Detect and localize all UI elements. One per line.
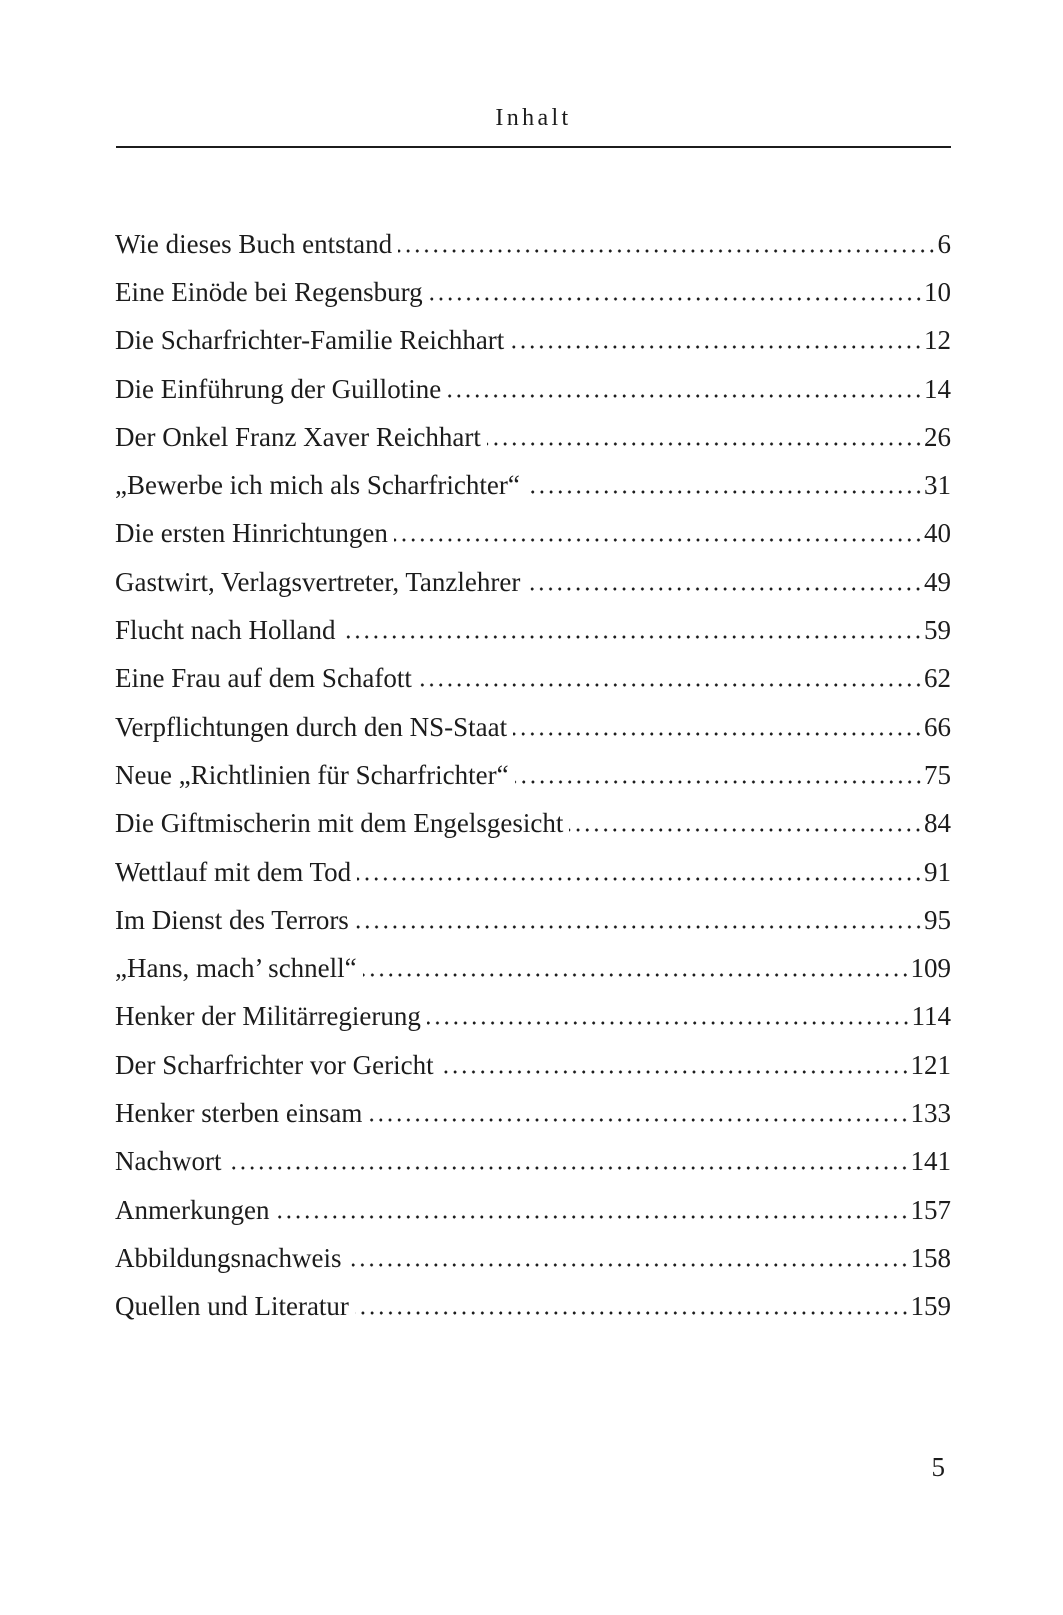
toc-entry-title: Eine Einöde bei Regensburg: [115, 276, 423, 307]
toc-entry-page: 84: [924, 808, 951, 839]
toc-entry-title: Die Einführung der Guillotine: [115, 373, 442, 404]
toc-entry: [115, 606, 951, 654]
toc-entry-title: Abbildungsnachweis: [115, 1242, 342, 1273]
toc-entry-title: Im Dienst des Terrors: [115, 904, 349, 935]
toc-entry-title: Nachwort: [115, 1146, 222, 1177]
toc-entry-page: 12: [924, 325, 951, 356]
dot-leader: [429, 279, 923, 306]
toc-entry-page: 31: [924, 470, 951, 501]
toc-entry: [115, 413, 951, 461]
toc-entry-page: 157: [910, 1194, 951, 1225]
toc-entry: [115, 1283, 951, 1331]
toc-entry-title: Die ersten Hinrichtungen: [115, 518, 388, 549]
dot-leader: [341, 617, 923, 644]
toc-entry: [115, 800, 951, 848]
dot-leader: [418, 665, 923, 692]
dot-leader: [357, 859, 923, 886]
toc-entry-title: Henker der Militärregierung: [115, 1001, 421, 1032]
toc-entry-page: 26: [924, 421, 951, 452]
toc-entry: [115, 510, 951, 558]
toc-entry-title: Der Scharfrichter vor Gericht: [115, 1049, 434, 1080]
toc-entry-title: Eine Frau auf dem Schafott: [115, 663, 412, 694]
toc-entry: [115, 1138, 951, 1186]
dot-leader: [368, 1100, 909, 1127]
page-number: 5: [931, 1452, 945, 1482]
toc-entry: [115, 848, 951, 896]
dot-leader: [227, 1148, 909, 1175]
toc-entry-title: Wie dieses Buch entstand: [115, 228, 393, 259]
toc-entry: [115, 1041, 951, 1089]
toc-entry-page: 59: [924, 615, 951, 646]
toc-entry: [115, 558, 951, 606]
dot-leader: [394, 520, 923, 547]
dot-leader: [355, 907, 923, 934]
toc-entry-title: Der Onkel Franz Xaver Reichhart: [115, 421, 481, 452]
toc-entry-page: 95: [924, 904, 951, 935]
toc-entry-page: 109: [910, 953, 951, 984]
toc-entry-title: „Hans, mach’ schnell“: [115, 953, 357, 984]
page-title: Inhalt: [495, 105, 572, 131]
toc-entry: [115, 655, 951, 703]
toc-entry-page: 40: [924, 518, 951, 549]
toc-list: [115, 220, 951, 1331]
toc-entry-page: 121: [910, 1049, 951, 1080]
toc-entry: [115, 1186, 951, 1234]
toc-entry-title: Anmerkungen: [115, 1194, 270, 1225]
toc-entry-title: Wettlauf mit dem Tod: [115, 856, 352, 887]
toc-entry: [115, 993, 951, 1041]
dot-leader: [398, 231, 936, 258]
dot-leader: [363, 955, 910, 982]
toc-entry-page: 158: [910, 1242, 951, 1273]
dot-leader: [275, 1197, 909, 1224]
toc-entry-title: Die Giftmischerin mit dem Engelsgesicht: [115, 808, 564, 839]
toc-entry-page: 66: [924, 711, 951, 742]
toc-entry-page: 62: [924, 663, 951, 694]
toc-entry-page: 141: [910, 1146, 951, 1177]
toc-entry-page: 49: [924, 566, 951, 597]
toc-entry: [115, 461, 951, 509]
toc-entry-title: Neue „Richtlinien für Scharfrichter“: [115, 759, 509, 790]
toc-entry: [115, 365, 951, 413]
page-header: [116, 104, 951, 148]
dot-leader: [355, 1293, 910, 1320]
toc-entry-title: Quellen und Literatur: [115, 1291, 349, 1322]
dot-leader: [487, 424, 923, 451]
toc-entry-page: 133: [910, 1097, 951, 1128]
toc-entry-title: Henker sterben einsam: [115, 1097, 363, 1128]
toc-entry: [115, 317, 951, 365]
toc-entry-page: 10: [924, 276, 951, 307]
toc-entry-page: 75: [924, 759, 951, 790]
toc-entry-title: Flucht nach Holland: [115, 615, 336, 646]
toc-entry-title: „Bewerbe ich mich als Scharfrichter“: [115, 470, 520, 501]
toc-entry-title: Verpflichtungen durch den NS-Staat: [115, 711, 508, 742]
dot-leader: [513, 714, 923, 741]
dot-leader: [440, 1052, 910, 1079]
toc-entry-page: 114: [911, 1001, 951, 1032]
dot-leader: [510, 327, 923, 354]
dot-leader: [347, 1245, 909, 1272]
dot-leader: [569, 810, 923, 837]
toc-entry: [115, 896, 951, 944]
toc-entry-page: 91: [924, 856, 951, 887]
toc-entry: [115, 703, 951, 751]
toc-entry: [115, 1089, 951, 1137]
toc-entry-page: 14: [924, 373, 951, 404]
toc-entry: [115, 220, 951, 268]
toc-entry-page: 159: [910, 1291, 951, 1322]
toc-entry: [115, 751, 951, 799]
dot-leader: [447, 376, 923, 403]
toc-entry: [115, 268, 951, 316]
toc-entry-title: Die Scharfrichter-Familie Reichhart: [115, 325, 505, 356]
toc-entry: [115, 1234, 951, 1282]
toc-entry-page: 6: [937, 228, 951, 259]
header-rule: [116, 146, 951, 148]
dot-leader: [526, 569, 923, 596]
toc-entry-title: Gastwirt, Verlagsvertreter, Tanzlehrer: [115, 566, 521, 597]
dot-leader: [526, 472, 923, 499]
dot-leader: [427, 1003, 911, 1030]
dot-leader: [515, 762, 923, 789]
toc-entry: [115, 944, 951, 992]
